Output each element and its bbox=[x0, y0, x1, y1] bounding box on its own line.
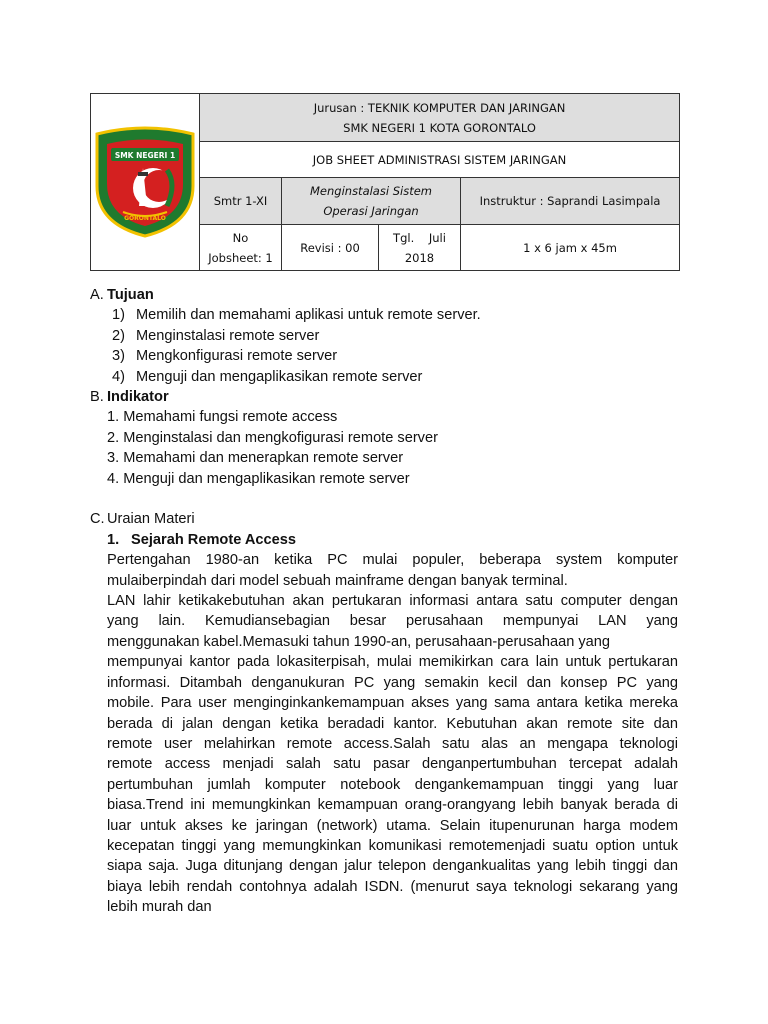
paragraph-line: informasi. Ditambah denganukuran PC yang semakin kecil dan konsep PC yang bbox=[107, 674, 678, 691]
instructor-cell: Instruktur : Saprandi Lasimpala bbox=[461, 178, 680, 225]
header-table bbox=[90, 93, 680, 271]
paragraph-line: mulaiberpindah dari model sebuah mainframe dengan banyak terminal. bbox=[107, 572, 568, 589]
revision-cell: Revisi : 00 bbox=[282, 225, 379, 271]
list-item: 4. Menguji dan mengaplikasikan remote server bbox=[107, 470, 410, 487]
list-item: 3) Mengkonfigurasi remote server bbox=[112, 348, 338, 365]
section-a-title: Tujuan bbox=[107, 287, 154, 303]
department-cell bbox=[200, 94, 680, 142]
date-label: Tgl. bbox=[393, 230, 415, 245]
paragraph-line: kecepatan tinggi yang memungkinkan komunikasi remotemenjadi suatu option untuk bbox=[107, 837, 678, 854]
paragraph-line: menggunakan kabel.Memasuki tahun 1990-an, perusahaan-perusahaan yang bbox=[107, 633, 611, 650]
paragraph-line: luar untuk akses ke jaringan (network) utama. Selain itupenurunan harga modem bbox=[107, 817, 678, 834]
paragraph-line: mempunyai kantor pada lokasiterpisah, mulai memikirkan cara lain untuk pertukaran bbox=[107, 654, 678, 671]
paragraph-line: mobile. Para user menginginkankemampuan akses yang sama antara ketika mereka bbox=[107, 695, 678, 712]
section-a-letter: A. bbox=[90, 287, 104, 303]
school-logo-cell bbox=[91, 94, 200, 271]
date-cell bbox=[379, 225, 461, 271]
paragraph-line: lebih murah dan bbox=[107, 899, 212, 916]
paragraph-line: siapa saja. Juga ditunjang dengan jalur telepon dengankualitas yang lebih tinggi dan bbox=[107, 858, 678, 875]
indikator-list bbox=[90, 407, 678, 489]
section-c-title: Uraian Materi bbox=[107, 511, 195, 528]
uraian-paragraph bbox=[90, 550, 678, 917]
section-c-letter: C. bbox=[90, 511, 105, 528]
tujuan-list bbox=[90, 305, 678, 387]
subsection-title: Sejarah Remote Access bbox=[131, 531, 296, 548]
semester-cell: Smtr 1-XI bbox=[200, 178, 282, 225]
paragraph-line: yang lain. Kemudiansebagian besar perusahaan mempunyai LAN yang bbox=[107, 613, 678, 630]
list-item: 2) Menginstalasi remote server bbox=[112, 327, 320, 344]
paragraph-line: remote user melahirkan remote access.Salah satu alas an mengapa teknologi bbox=[107, 735, 678, 752]
section-b-title: Indikator bbox=[107, 389, 169, 406]
paragraph-line: berada di jalan dengan ketika beradadi kantor. Kebutuhan akan remote site dan bbox=[107, 715, 678, 732]
school-logo-icon bbox=[93, 120, 197, 238]
list-item: 2. Menginstalasi dan mengkofigurasi remote server bbox=[107, 429, 438, 446]
topic-cell: Menginstalasi Sistem Operasi Jaringan bbox=[282, 178, 461, 225]
school-name-text: SMK NEGERI 1 KOTA GORONTALO bbox=[343, 120, 536, 135]
section-indikator-heading bbox=[90, 387, 678, 407]
list-item: 1) Memilih dan memahami aplikasi untuk remote server. bbox=[112, 307, 481, 324]
jobsheet-number-value: Jobsheet: 1 bbox=[208, 250, 273, 265]
list-item: 1. Memahami fungsi remote access bbox=[107, 409, 338, 426]
section-b-letter: B. bbox=[90, 389, 104, 406]
jobsheet-number-label: No bbox=[232, 230, 249, 245]
paragraph-line: remote access menjadi salah satu pasar denganpertumbuhan tercepat adalah bbox=[107, 756, 678, 773]
section-tujuan-heading bbox=[90, 285, 678, 305]
subsection-heading bbox=[90, 530, 678, 550]
section-uraian-heading bbox=[90, 509, 678, 529]
paragraph-line: Pertengahan 1980-an ketika PC mulai populer, beberapa system komputer bbox=[107, 552, 678, 569]
department-text: Jurusan : TEKNIK KOMPUTER DAN JARINGAN bbox=[313, 100, 566, 115]
logo-top-text: SMK NEGERI 1 bbox=[114, 151, 176, 160]
list-item: 4) Menguji dan mengaplikasikan remote server bbox=[112, 368, 423, 385]
logo-bottom-text: GORONTALO bbox=[124, 215, 166, 222]
paragraph-line: biasa.Trend ini memungkinkan kemampuan orang-orangyang lebih banyak berada di bbox=[107, 797, 678, 814]
subsection-number: 1. bbox=[107, 531, 120, 548]
document-body bbox=[90, 285, 678, 918]
paragraph-line: biaya lebih rendah contohnya adalah ISDN. (menurut saya teknologi sekarang yang bbox=[107, 878, 678, 895]
job-sheet-title: JOB SHEET ADMINISTRASI SISTEM JARINGAN bbox=[200, 142, 680, 178]
paragraph-line: pertumbuhan jumlah komputer notebook dengankemampuan tinggi yang luar bbox=[107, 776, 678, 793]
duration-cell: 1 x 6 jam x 45m bbox=[461, 225, 680, 271]
jobsheet-number-cell bbox=[200, 225, 282, 271]
date-value: Juli 2018 bbox=[404, 230, 446, 265]
list-item: 3. Memahami dan menerapkan remote server bbox=[107, 450, 404, 467]
paragraph-line: LAN lahir ketikakebutuhan akan pertukaran informasi antara satu computer dengan bbox=[107, 593, 678, 610]
